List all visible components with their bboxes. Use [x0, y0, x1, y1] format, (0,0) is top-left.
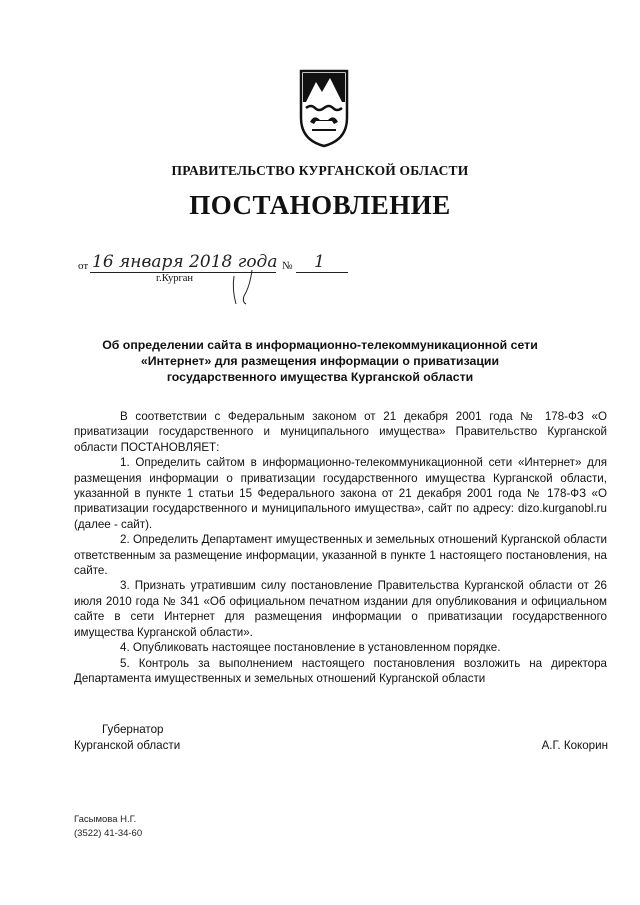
clause-2: 2. Определить Департамент имущественных и земельных отношений Курганской области ответственным за размещение информации, указанной в пункте 1 настоящего постановления, на сайте. [74, 533, 607, 578]
subject-line-2: «Интернет» для размещения информации о приватизации [140, 354, 500, 368]
clause-4: 4. Опубликовать настоящее постановление в установленном порядке. [120, 641, 501, 655]
subject-line-1: Об определении сайта в информационно-телекоммуникационной сети [102, 338, 538, 352]
executor-name: Гасымова Н.Г. [74, 814, 137, 825]
date-number-line [78, 252, 358, 282]
clause-5: 5. Контроль за выполнением настоящего постановления возложить на директора Департамента имущественных и земельных отношений Курганской области [74, 656, 607, 685]
subject-line-3: государственного имущества Курганской области [166, 370, 474, 384]
government-title: ПРАВИТЕЛЬСТВО КУРГАНСКОЙ ОБЛАСТИ [171, 163, 469, 178]
date-prefix: от [78, 260, 89, 272]
handwritten-date: 16 января 2018 года [92, 252, 278, 272]
document-type-title: ПОСТАНОВЛЕНИЕ [189, 190, 451, 220]
signatory-name: А.Г. Кокорин [541, 739, 608, 752]
city-label: г.Курган [156, 273, 194, 284]
document-body [74, 409, 607, 686]
signatory-position-line-1: Губернатор [102, 723, 164, 736]
signatory-position-line-2: Курганской области [74, 739, 181, 752]
executor-info [74, 813, 142, 841]
preamble-paragraph: В соответствии с Федеральным законом от 21 декабря 2001 года № 178-ФЗ «О приватизации государственного и муниципального имущества» Правительство Курганской области ПОСТАНОВЛЯЕТ: [74, 410, 607, 454]
signature-block [74, 722, 608, 754]
document-subject [100, 337, 540, 385]
number-underline [296, 272, 348, 273]
handwritten-stroke [228, 268, 258, 308]
clause-3: 3. Признать утратившим силу постановление Правительства Курганской области от 26 июля 2010 года № 341 «Об официальном печатном издании для опубликования и официальном сайте в сети Интернет для размещения информации о приватизации государственного имущества Курганской области». [74, 579, 607, 639]
handwritten-number: 1 [314, 252, 325, 272]
kurgan-coat-of-arms-icon [298, 68, 350, 148]
clause-1: 1. Определить сайтом в информационно-телекоммуникационной сети «Интернет» для размещения информации о приватизации государственного имущества Курганской области, указанной в пункте 1 статьи 15 Федерального закона от 21 декабря 2001 года № 178-ФЗ «О приватизации государственного и муниципального имущества», сайт по адресу: dizo.kurganobl.ru (далее - сайт). [74, 456, 607, 531]
executor-phone: (3522) 41-34-60 [74, 828, 143, 839]
number-prefix: № [282, 260, 293, 272]
